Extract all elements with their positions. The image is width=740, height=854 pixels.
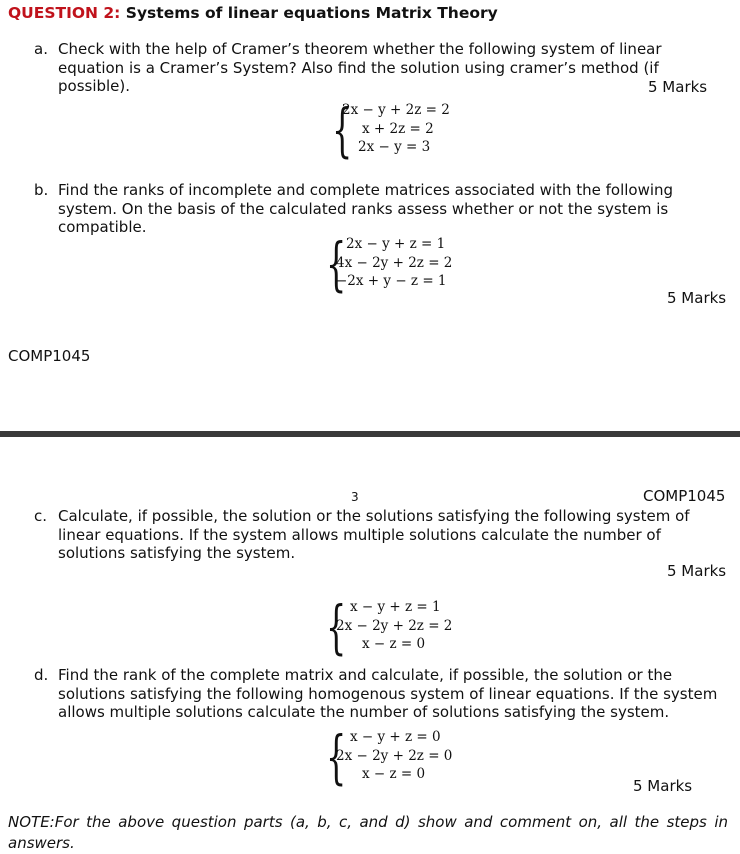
equation-line: 2x − 2y + 2z = 0 [336, 747, 453, 764]
equation-line: −2x + y − z = 1 [336, 273, 447, 289]
question-number: QUESTION 2: [8, 4, 121, 22]
question-title [8, 4, 498, 22]
equation-line: x + 2z = 2 [362, 120, 434, 137]
part-c-label: c. [34, 507, 48, 525]
equation-line: x − z = 0 [362, 636, 426, 652]
part-c-text: Calculate, if possible, the solution or the solutions satisfying the following system of linear equations. If the system allows multiple solutions calculate the number of solutions satisfying the system. [58, 507, 690, 562]
part-a-text: Check with the help of Cramer’s theorem whether the following system of linear equation is a Cramer’s System? Also find the solution using cramer’s method (if possible). [58, 40, 662, 95]
note [8, 812, 728, 854]
equation-line: 4x − 2y + 2z = 2 [336, 254, 453, 271]
part-c-marks: 5 Marks [667, 562, 727, 580]
part-a-label: a. [34, 40, 48, 58]
part-c [34, 507, 704, 563]
part-b-equations [326, 230, 486, 298]
left-brace-icon: { [326, 593, 347, 661]
page-divider [0, 431, 740, 437]
footer-course-code: COMP1045 [8, 347, 91, 365]
equation-line: 2x − y = 3 [358, 139, 431, 155]
equation-line: 2x − y + 2z = 2 [342, 102, 450, 118]
part-b [34, 181, 684, 237]
part-d-marks: 5 Marks [633, 777, 693, 795]
part-a-equations [332, 96, 472, 164]
header-course-code: COMP1045 [643, 487, 726, 505]
equation-line: 2x − y + z = 1 [346, 236, 446, 252]
question-topic: Systems of linear equations Matrix Theory [120, 4, 498, 22]
part-b-text: Find the ranks of incomplete and complete matrices associated with the following system. On the basis of the calculated ranks assess whether or not the system is compatible. [58, 181, 674, 236]
equation-line: x − y + z = 1 [350, 599, 441, 615]
part-d-text: Find the rank of the complete matrix and calculate, if possible, the solution or the solutions satisfying the following homogenous system of linear equations. If the system allows multiple solutions calculate the number of solutions satisfying the system. [58, 666, 718, 721]
part-a-marks: 5 Marks [648, 78, 708, 96]
note-line-2: answers. [8, 834, 75, 852]
part-b-marks: 5 Marks [667, 289, 727, 307]
left-brace-icon: { [326, 723, 347, 791]
equation-line: 2x − 2y + 2z = 2 [336, 617, 453, 634]
left-brace-icon: { [326, 230, 347, 298]
note-line-1: NOTE:For the above question parts (a, b, c, and d) show and comment on, all the steps in [8, 813, 728, 831]
equation-line: x − y + z = 0 [350, 729, 441, 745]
page-number: 3 [351, 490, 359, 504]
part-d [34, 666, 728, 722]
part-d-label: d. [34, 666, 49, 684]
part-a [34, 40, 674, 96]
part-c-equations [326, 593, 486, 661]
equation-line: x − z = 0 [362, 766, 426, 782]
left-brace-icon: { [332, 96, 353, 164]
part-b-label: b. [34, 181, 49, 199]
part-d-equations [326, 723, 486, 791]
